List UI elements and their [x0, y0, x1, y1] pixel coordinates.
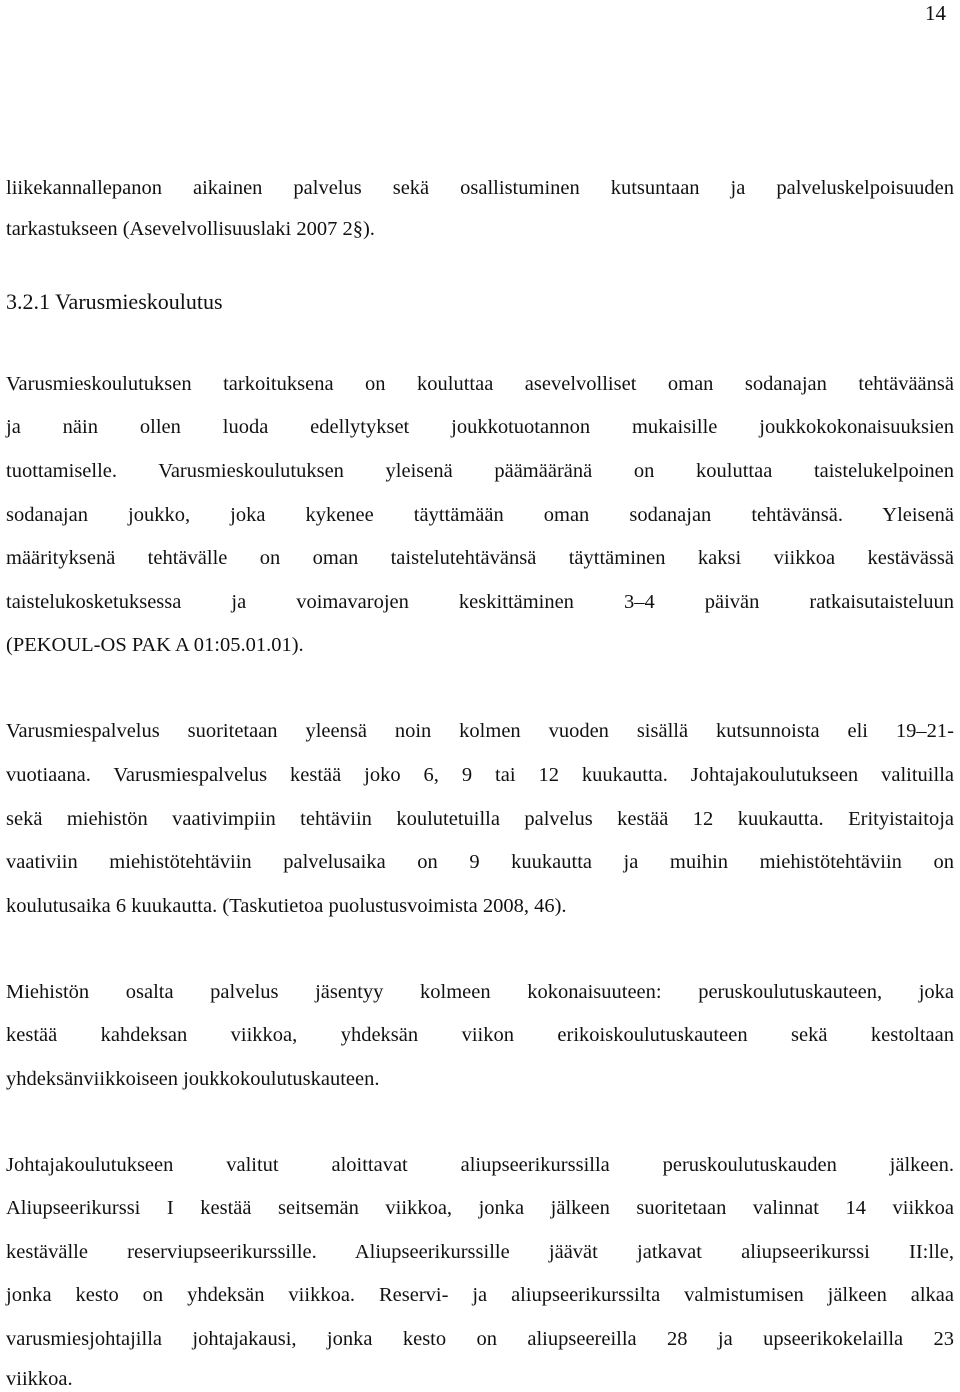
- text-line: jonka kesto on yhdeksän viikkoa. Reservi- ja aliupseerikurssilta valmistumisen jälkeen alkaa: [6, 1284, 954, 1306]
- text-line: koulutusaika 6 kuukautta. (Taskutietoa puolustusvoimista 2008, 46).: [6, 895, 567, 917]
- text-line: yhdeksänviikkoiseen joukkokoulutuskauteen.: [6, 1068, 380, 1090]
- text-line: Varusmieskoulutuksen tarkoituksena on kouluttaa asevelvolliset oman sodanajan tehtäväänsä: [6, 373, 954, 395]
- text-line: kestävälle reserviupseerikurssille. Aliupseerikurssille jäävät jatkavat aliupseerikurssi II:lle,: [6, 1241, 954, 1263]
- text-line: määrityksenä tehtävälle on oman taistelutehtävänsä täyttäminen kaksi viikkoa kestävässä: [6, 547, 954, 569]
- text-line: sekä miehistön vaativimpiin tehtäviin koulutetuilla palvelus kestää 12 kuukautta. Erityistaitoja: [6, 808, 954, 830]
- text-line: Aliupseerikurssi I kestää seitsemän viikkoa, jonka jälkeen suoritetaan valinnat 14 viikkoa: [6, 1197, 954, 1219]
- text-line: Miehistön osalta palvelus jäsentyy kolmeen kokonaisuuteen: peruskoulutuskauteen, joka: [6, 981, 954, 1003]
- text-line: Varusmiespalvelus suoritetaan yleensä noin kolmen vuoden sisällä kutsunnoista eli 19–21-: [6, 720, 954, 742]
- section-heading: 3.2.1 Varusmieskoulutus: [6, 289, 223, 314]
- text-line: vuotiaana. Varusmiespalvelus kestää joko 6, 9 tai 12 kuukautta. Johtajakoulutukseen valituilla: [6, 764, 954, 786]
- text-line: Johtajakoulutukseen valitut aloittavat aliupseerikurssilla peruskoulutuskauden jälkeen.: [6, 1154, 954, 1176]
- text-line: ja näin ollen luoda edellytykset joukkotuotannon mukaisille joukkokokonaisuuksien: [6, 416, 954, 438]
- text-line: tarkastukseen (Asevelvollisuuslaki 2007 2§).: [6, 218, 375, 240]
- text-line: vaativiin miehistötehtäviin palvelusaika on 9 kuukautta ja muihin miehistötehtäviin on: [6, 851, 954, 873]
- text-line: (PEKOUL-OS PAK A 01:05.01.01).: [6, 634, 304, 656]
- text-line: liikekannallepanon aikainen palvelus sekä osallistuminen kutsuntaan ja palveluskelpoisuuden: [6, 177, 954, 199]
- page-number: 14: [925, 1, 946, 25]
- text-line: viikkoa.: [6, 1368, 73, 1390]
- text-line: tuottamiselle. Varusmieskoulutuksen yleisenä päämääränä on kouluttaa taistelukelpoinen: [6, 460, 954, 482]
- text-line: varusmiesjohtajilla johtajakausi, jonka kesto on aliupseereilla 28 ja upseerikokelailla 23: [6, 1328, 954, 1350]
- text-line: taistelukosketuksessa ja voimavarojen keskittäminen 3–4 päivän ratkaisutaisteluun: [6, 591, 954, 613]
- text-line: kestää kahdeksan viikkoa, yhdeksän viikon erikoiskoulutuskauteen sekä kestoltaan: [6, 1024, 954, 1046]
- text-line: sodanajan joukko, joka kykenee täyttämään oman sodanajan tehtävänsä. Yleisenä: [6, 504, 954, 526]
